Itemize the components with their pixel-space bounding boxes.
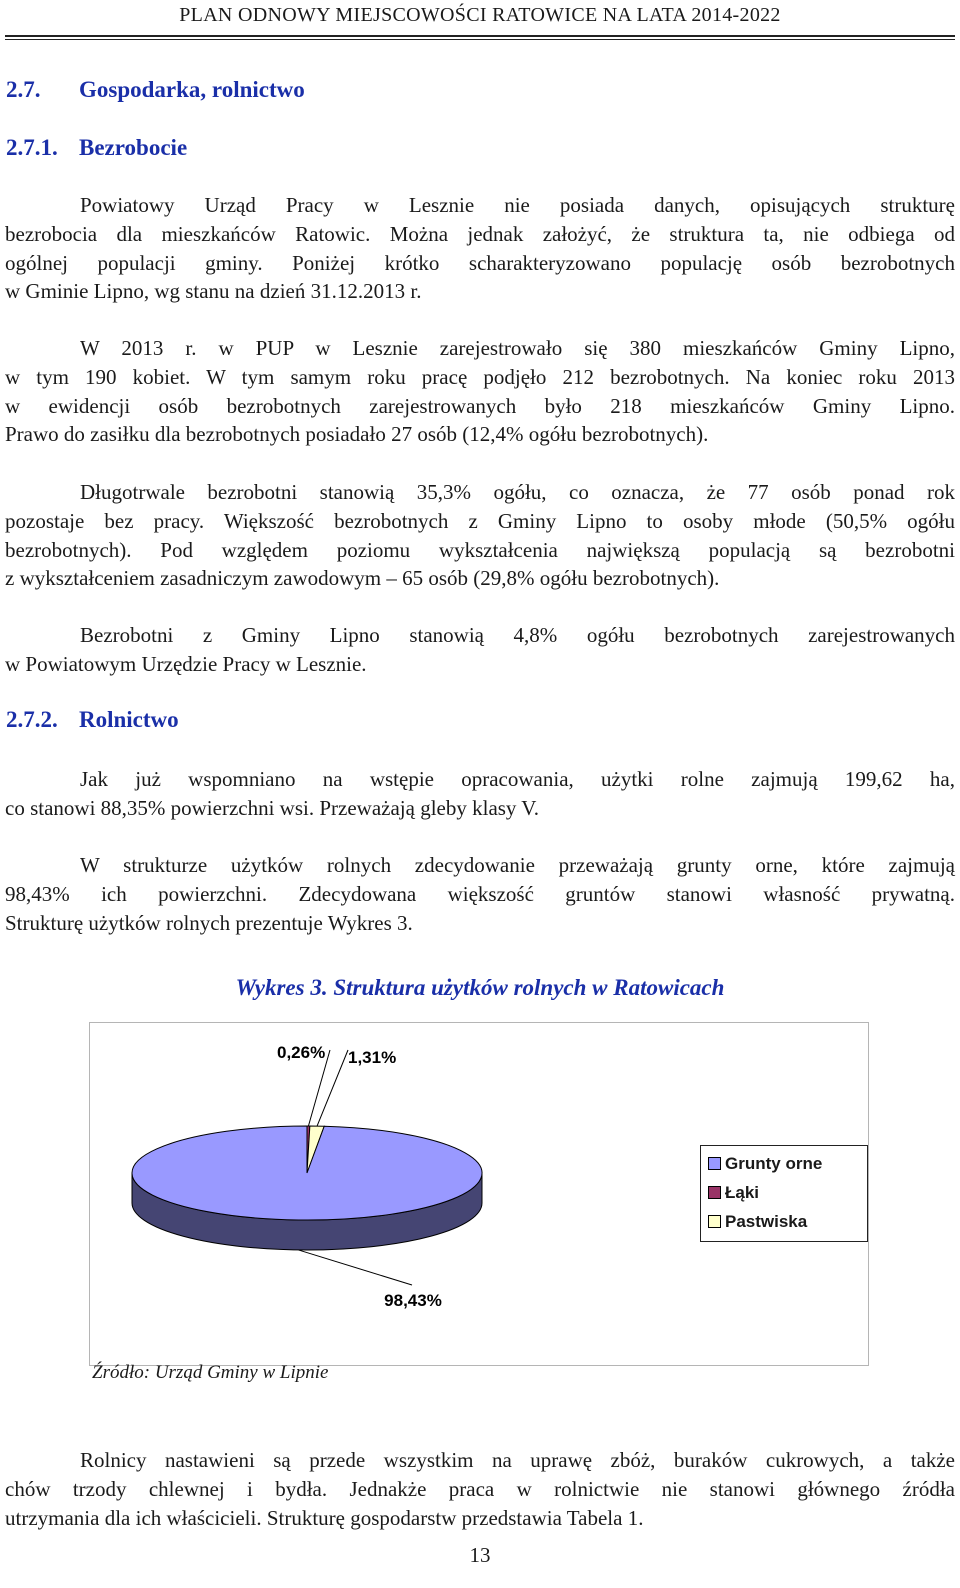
text-line — [5, 1446, 955, 1475]
section-number: 2.7. — [6, 77, 41, 102]
text-line — [5, 478, 955, 507]
text-span: Bezrobotni z Gminy Lipno stanowią 4,8% ogółu bezrobotnych zarejestrowanych — [80, 623, 955, 647]
section-heading-2-7-1 — [6, 135, 187, 161]
legend-item-pastwiska — [708, 1211, 807, 1233]
leader-line — [298, 1250, 412, 1285]
text-line: 98,43% ich powierzchni. Zdecydowana większość gruntów stanowi własność prywatną. — [5, 881, 955, 906]
text-line: z wykształceniem zasadniczym zawodowym – 65 osób (29,8% ogółu bezrobotnych). — [5, 566, 720, 591]
text-span: W 2013 r. w PUP w Lesznie zarejestrowało się 380 mieszkańców Gminy Lipno, — [80, 336, 955, 360]
legend-label: Pastwiska — [725, 1212, 808, 1231]
paragraph-pup-registration — [5, 334, 955, 449]
legend-swatch — [708, 1157, 721, 1170]
text-line — [5, 765, 955, 794]
pie-slice-grunty-orne — [132, 1126, 482, 1220]
text-line — [5, 334, 955, 363]
legend-item-laki — [708, 1182, 759, 1204]
header-rule-thin — [5, 39, 955, 40]
section-heading-2-7 — [6, 77, 305, 103]
section-number: 2.7.2. — [6, 707, 58, 732]
text-line: w ewidencji osób bezrobotnych zarejestrowanych było 218 mieszkańców Gminy Lipno. — [5, 393, 955, 418]
section-title: Rolnictwo — [79, 707, 179, 732]
text-line: w Powiatowym Urzędzie Pracy w Lesznie. — [5, 651, 367, 676]
text-line: chów trzody chlewnej i bydła. Jednakże praca w rolnictwie nie stanowi głównego źródła — [5, 1476, 955, 1501]
paragraph-farming-focus — [5, 1446, 955, 1532]
text-line — [5, 621, 955, 650]
section-title: Gospodarka, rolnictwo — [79, 77, 305, 102]
data-label: 0,26% — [277, 1043, 326, 1062]
header-rule — [5, 35, 955, 37]
legend-label: Łąki — [725, 1183, 760, 1202]
text-line: co stanowi 88,35% powierzchni wsi. Przeważają gleby klasy V. — [5, 795, 540, 820]
section-title: Bezrobocie — [79, 135, 188, 160]
text-line — [5, 851, 955, 880]
legend-item-grunty-orne — [708, 1153, 822, 1175]
text-line: w tym 190 kobiet. W tym samym roku pracę podjęło 212 bezrobotnych. Na koniec roku 2013 — [5, 364, 955, 389]
section-heading-2-7-2 — [6, 707, 179, 733]
page-number: 13 — [469, 1543, 491, 1567]
text-line: w Gminie Lipno, wg stanu na dzień 31.12.2013 r. — [5, 279, 422, 304]
text-line: bezrobotnych). Pod względem poziomu wykształcenia największą populacją są bezrobotni — [5, 537, 955, 562]
paragraph-unemployment-intro — [5, 191, 955, 306]
paragraph-long-term-unemployed — [5, 478, 955, 593]
text-span: Długotrwale bezrobotni stanowią 35,3% ogółu, co oznacza, że 77 osób ponad rok — [80, 480, 955, 504]
text-span: Jak już wspomniano na wstępie opracowania, użytki rolne zajmują 199,62 ha, — [80, 767, 955, 791]
section-number: 2.7.1. — [6, 135, 58, 160]
paragraph-share-of-unemployed — [5, 621, 955, 679]
legend-swatch — [708, 1215, 721, 1228]
running-header: PLAN ODNOWY MIEJSCOWOŚCI RATOWICE NA LATA 2014-2022 — [179, 4, 781, 26]
text-line: pozostaje bez pracy. Większość bezrobotnych z Gminy Lipno to osoby młode (50,5% ogółu — [5, 508, 955, 533]
chart-legend — [700, 1145, 868, 1242]
paragraph-land-structure — [5, 851, 955, 937]
data-label: 1,31% — [348, 1048, 397, 1067]
text-line — [5, 191, 955, 220]
text-line: Strukturę użytków rolnych prezentuje Wykres 3. — [5, 910, 413, 935]
text-span: W strukturze użytków rolnych zdecydowanie przeważają grunty orne, które zajmują — [80, 853, 955, 877]
chart-caption: Wykres 3. Struktura użytków rolnych w Ratowicach — [235, 975, 725, 1000]
data-label: 98,43% — [384, 1291, 442, 1310]
text-line: bezrobocia dla mieszkańców Ratowic. Można jednak założyć, że struktura ta, nie odbiega od — [5, 221, 955, 246]
chart-source: Źródło: Urząd Gminy w Lipnie — [92, 1362, 329, 1383]
text-span: Rolnicy nastawieni są przede wszystkim na uprawę zbóż, buraków cukrowych, a także — [80, 1448, 955, 1472]
text-span: Powiatowy Urząd Pracy w Lesznie nie posiada danych, opisujących strukturę — [80, 193, 955, 217]
legend-swatch — [708, 1186, 721, 1199]
text-line: utrzymania dla ich właścicieli. Strukturę gospodarstw przedstawia Tabela 1. — [5, 1505, 644, 1530]
text-line: Prawo do zasiłku dla bezrobotnych posiadało 27 osób (12,4% ogółu bezrobotnych). — [5, 422, 709, 447]
legend-label: Grunty orne — [725, 1154, 823, 1173]
text-line: ogólnej populacji gminy. Poniżej krótko scharakteryzowano populację osób bezrobotnych — [5, 250, 955, 275]
paragraph-agricultural-land — [5, 765, 955, 823]
